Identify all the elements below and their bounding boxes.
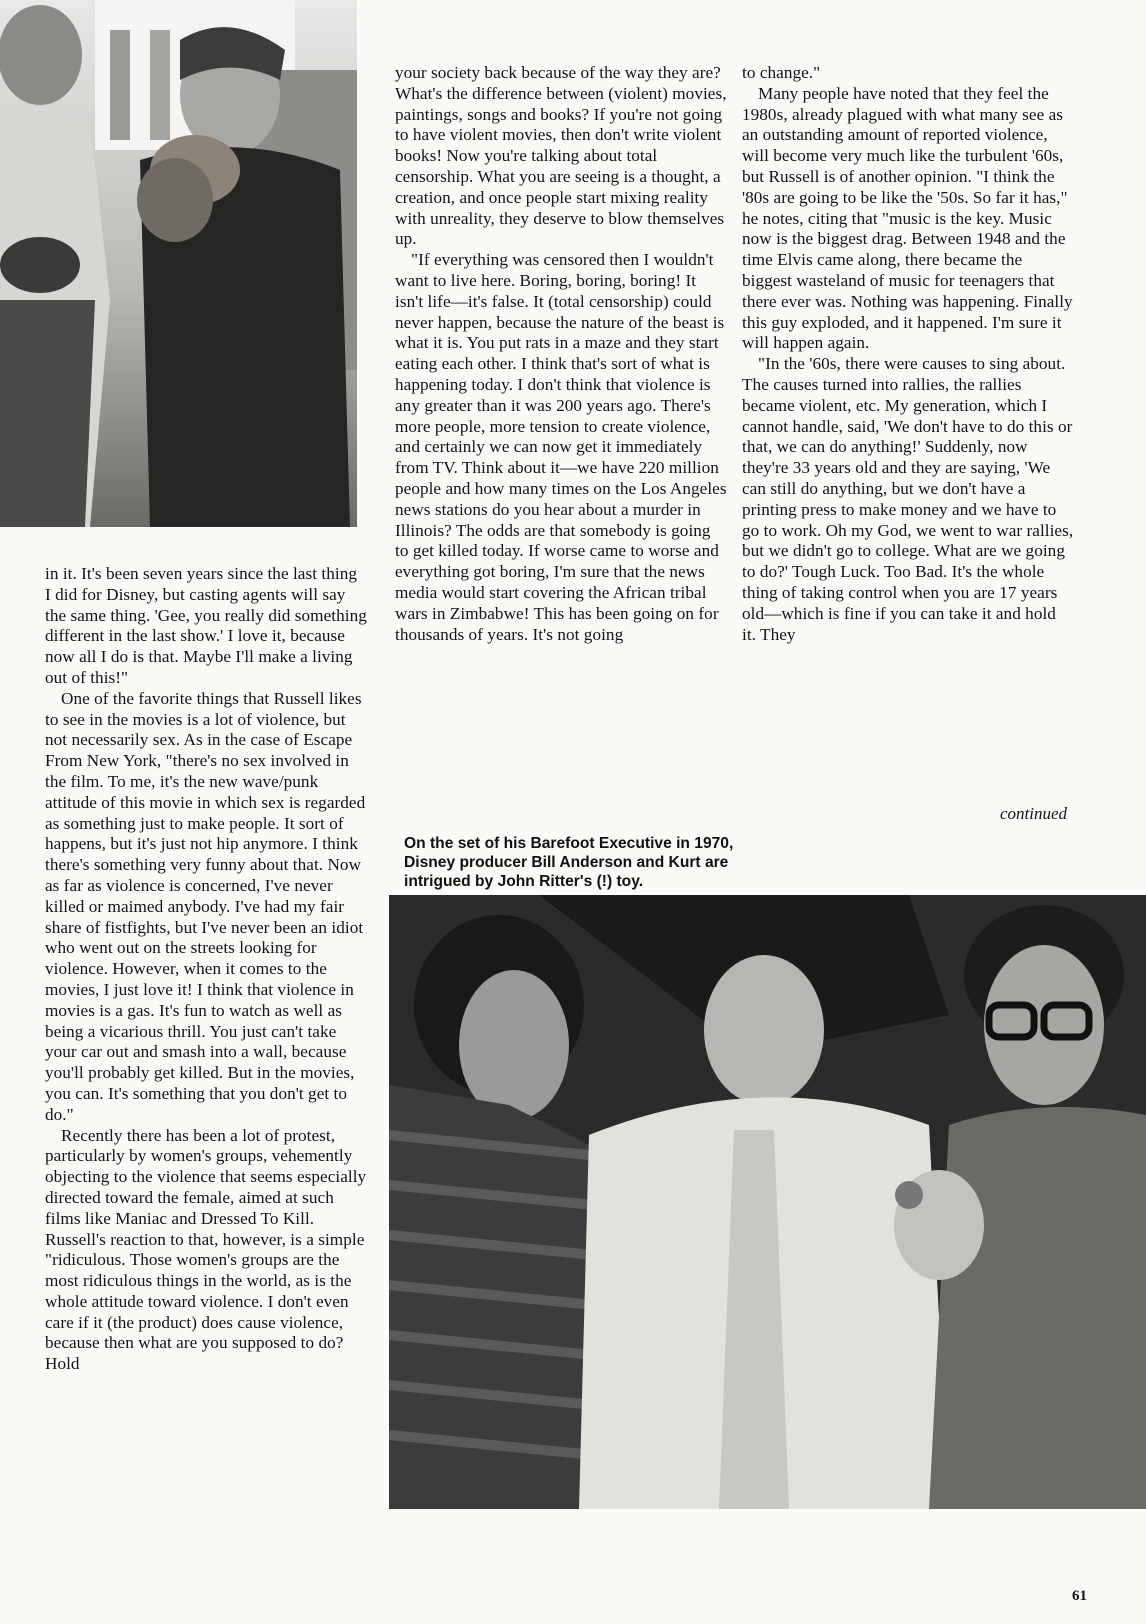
article-column-3	[742, 63, 1074, 645]
top-left-photo	[0, 0, 357, 527]
column-3-paragraph-1: to change."	[742, 63, 821, 82]
article-column-1	[45, 564, 367, 1375]
column-2-paragraph-2: "If everything was censored then I wouldn't want to live here. Boring, boring, boring! It isn't life—it's false. It (total censorship) could never happen, because the nature of the beast is what it is. You put rats in a maze and they start eating each other. I think that's sort of what is happening today. I don't think that violence is any greater than it was 200 years ago. There's more people, more tension to create violence, and certainly we can now get it immediately from TV. Think about it—we have 220 million people and how many times on the Los Angeles news stations do you hear about a murder in Illinois? The odds are that somebody is going to get killed today. If worse came to worse and everything got boring, I'm sure that the news media would start covering the African tribal wars in Zimbabwe! This has been going on for thousands of years. It's not going	[395, 250, 727, 644]
column-3-paragraph-3: "In the '60s, there were causes to sing about. The causes turned into rallies, the rallies became violent, etc. My generation, which I cannot handle, said, 'We don't have to do this or that, we can do anything!' Suddenly, now they're 33 years old and they are saying, 'We can still do anything, but we don't have a printing press to make money and we have to go to work. Oh my God, we went to war rallies, but we didn't go to college. What are we going to do?' Tough Luck. Too Bad. It's the whole thing of taking control when you are 17 years old—which is fine if you can take it and hold it. They	[742, 354, 1074, 644]
column-2-paragraph-1: your society back because of the way they are? What's the difference between (violent) movies, paintings, songs and books? If you're not going to have violent movies, then don't write violent books! Now you're talking about total censorship. What you are seeing is a thought, a creation, and once people start mixing reality with unreality, they deserve to blow themselves up.	[395, 63, 727, 249]
continued-label: continued	[1000, 804, 1068, 823]
page-number: 61	[1072, 1588, 1087, 1604]
column-1-paragraph-2: One of the favorite things that Russell likes to see in the movies is a lot of violence, but not necessarily sex. As in the case of Escape From New York, "there's no sex involved in the film. To me, it's the new wave/punk attitude of this movie in which sex is regarded as something just to make people. It sort of happens, but it's just not hip anymore. I think there's something very funny about that. Now as far as violence is concerned, I've never killed or maimed anybody. I've had my fair share of fistfights, but I've never been an idiot who went out on the streets looking for violence. However, when it comes to the movies, I just love it! I think that violence in movies is a gas. It's fun to watch as well as being a vicarious thrill. You just can't take your car out and smash into a wall, because you'll probably get killed. But in the movies, you can. It's something that you don't get to do."	[45, 688, 366, 1124]
column-1-paragraph-1: in it. It's been seven years since the last thing I did for Disney, but casting agents will say the same thing. 'Gee, you really did something different in the last show.' I love it, because now all I do is that. Maybe I'll make a living out of this!"	[45, 564, 367, 687]
column-3-paragraph-2: Many people have noted that they feel the 1980s, already plagued with what many see as an outstanding amount of reported violence, will become very much like the turbulent '60s, but Russell is of another opinion. "I think the '80s are going to be like the '50s. So far it has," he notes, citing that "music is the key. Music now is the biggest drag. Between 1948 and the time Elvis came along, there became the biggest wasteland of music for teenagers that there ever was. Nothing was happening. Finally this guy exploded, and it happened. I'm sure it will happen again.	[742, 83, 1073, 353]
article-column-2	[395, 63, 727, 645]
photo-caption: On the set of his Barefoot Executive in 1970, Disney producer Bill Anderson and Kurt are intrigued by John Ritter's (!) toy.	[404, 835, 734, 890]
bottom-photo	[389, 895, 1146, 1509]
column-1-paragraph-3: Recently there has been a lot of protest, particularly by women's groups, vehemently objecting to the violence that seems especially directed toward the female, aimed at such films like Maniac and Dressed To Kill. Russell's reaction to that, however, is a simple "ridiculous. Those women's groups are the most ridiculous things in the world, as is the whole attitude toward violence. I don't even care if it (the product) does cause violence, because then what are you supposed to do? Hold	[45, 1125, 367, 1374]
